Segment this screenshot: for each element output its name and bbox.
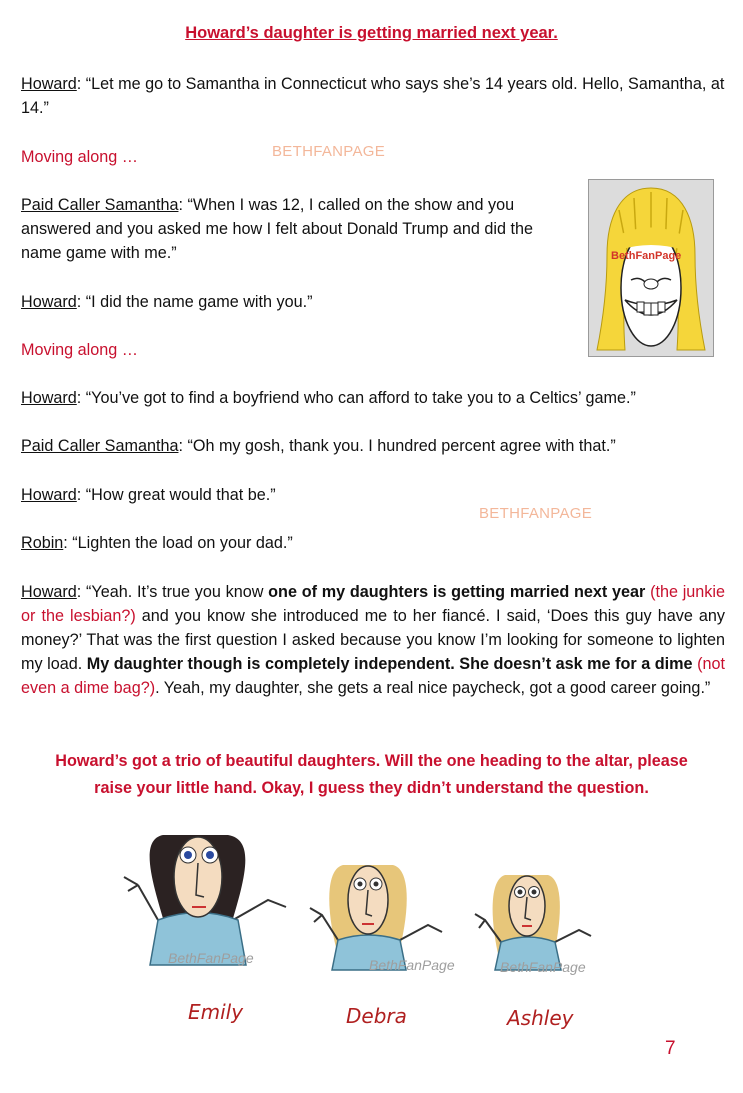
quote: : “When I was 12, I called on the show and you answered and you asked me how I felt about Donald Trump and did the name game with me.” bbox=[21, 196, 534, 262]
ashley-label: Ashley bbox=[507, 1006, 574, 1030]
speaker: Howard bbox=[21, 486, 77, 504]
speaker: Howard bbox=[21, 583, 77, 601]
caller-portrait bbox=[588, 179, 714, 357]
closing-line: Howard’s got a trio of beautiful daughters. Will the one heading to the altar, please bbox=[55, 752, 688, 770]
emily-label: Emily bbox=[188, 1000, 244, 1024]
quote-part: : “Yeah. It’s true you know bbox=[76, 583, 269, 601]
quote: : “Lighten the load on your dad.” bbox=[63, 534, 293, 552]
quote: : “Oh my gosh, thank you. I hundred percent agree with that.” bbox=[178, 437, 616, 455]
narration: Moving along … bbox=[21, 341, 138, 359]
dialogue-line bbox=[21, 72, 725, 120]
figure-watermark: BethFanPage bbox=[500, 959, 586, 975]
speaker: Howard bbox=[21, 293, 77, 311]
debra-figure-icon bbox=[310, 865, 442, 970]
page-number: 7 bbox=[665, 1038, 676, 1059]
aside-red: (the junkie or the lesbian?) bbox=[21, 583, 726, 625]
closing-caption bbox=[0, 748, 743, 802]
quote-bold: My daughter though is completely independent. She doesn’t ask me for a dime bbox=[86, 655, 693, 673]
watermark: BETHFANPAGE bbox=[479, 505, 593, 522]
quote: : “I did the name game with you.” bbox=[76, 293, 313, 311]
speaker: Howard bbox=[21, 75, 77, 93]
aside-red: (not even a dime bag?) bbox=[21, 655, 725, 697]
debra-label: Debra bbox=[346, 1004, 407, 1028]
dialogue-line bbox=[21, 483, 725, 507]
quote: : “You’ve got to find a boyfriend who can afford to take you to a Celtics’ game.” bbox=[76, 389, 636, 407]
dialogue-line bbox=[21, 580, 725, 700]
dialogue-line bbox=[21, 193, 576, 265]
speaker: Robin bbox=[21, 534, 64, 552]
emily-figure-icon bbox=[124, 835, 286, 965]
speaker: Howard bbox=[21, 389, 77, 407]
quote: : “How great would that be.” bbox=[76, 486, 276, 504]
dialogue-line bbox=[21, 386, 725, 410]
narration: Moving along … bbox=[21, 148, 138, 166]
page-title: Howard’s daughter is getting married next year. bbox=[185, 24, 558, 42]
watermark: BETHFANPAGE bbox=[272, 143, 386, 160]
speaker: Paid Caller Samantha bbox=[21, 196, 179, 214]
quote: : “Let me go to Samantha in Connecticut who says she’s 14 years old. Hello, Samantha, at 14.” bbox=[21, 75, 725, 117]
quote-part: and you know she introduced me to her fiancé. I said, ‘Does this guy have any money?’ That was the first question I asked because you know I’m looking for someone to lighten my load. bbox=[21, 607, 725, 673]
closing-line: raise your little hand. Okay, I guess they didn’t understand the question. bbox=[94, 779, 649, 797]
figure-watermark: BethFanPage bbox=[369, 957, 455, 973]
quote-part: . Yeah, my daughter, she gets a real nice paycheck, got a good career going.” bbox=[155, 679, 711, 697]
portrait-watermark: BethFanPage bbox=[611, 250, 682, 262]
quote-bold: one of my daughters is getting married next year bbox=[268, 583, 646, 601]
dialogue-line bbox=[21, 531, 725, 555]
blonde-girl-icon bbox=[589, 180, 713, 356]
ashley-figure-icon bbox=[475, 875, 591, 970]
speaker: Paid Caller Samantha bbox=[21, 437, 179, 455]
figure-watermark: BethFanPage bbox=[168, 950, 254, 966]
dialogue-line bbox=[21, 434, 725, 458]
